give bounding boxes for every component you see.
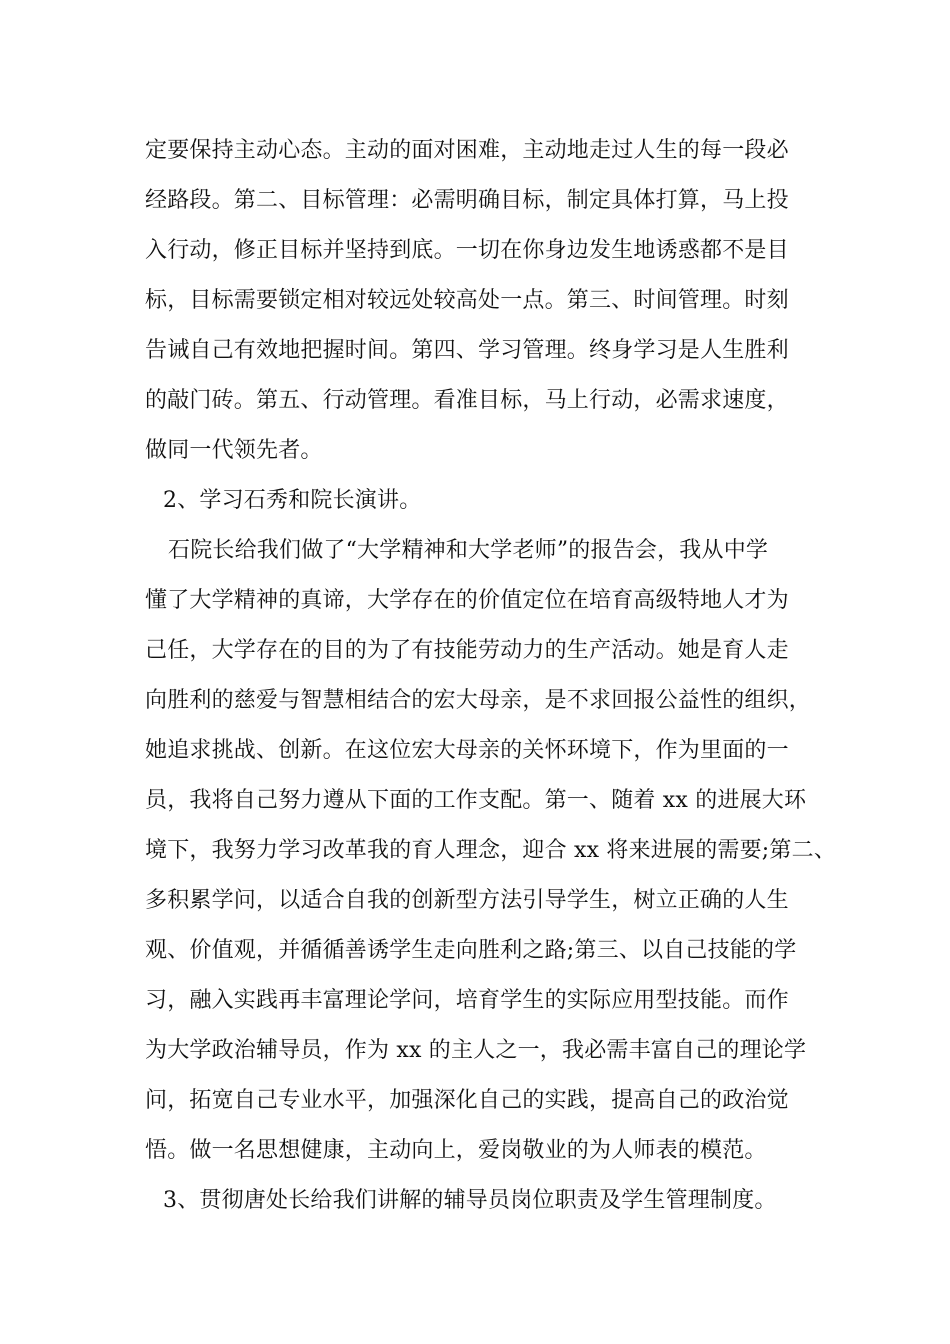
- section-heading: 3、贯彻唐处长给我们讲解的辅导员岗位职责及学生管理制度。: [163, 1188, 777, 1213]
- text-line: 做同一代领先者。: [145, 438, 323, 463]
- text-line: 员，我将自己努力遵从下面的工作支配。第一、随着 xx 的进展大环: [145, 788, 807, 813]
- text-line: 定要保持主动心态。主动的面对困难，主动地走过人生的每一段必: [145, 138, 789, 163]
- text-line: 悟。做一名思想健康，主动向上，爱岗敬业的为人师表的模范。: [145, 1138, 767, 1163]
- text-line: 入行动，修正目标并坚持到底。一切在你身边发生地诱惑都不是目: [145, 238, 789, 263]
- text-line: 告诫自己有效地把握时间。第四、学习管理。终身学习是人生胜利: [145, 338, 789, 363]
- text-line: 向胜利的慈爱与智慧相结合的宏大母亲，是不求回报公益性的组织，: [145, 688, 812, 713]
- text-line: 经路段。第二、目标管理：必需明确目标，制定具体打算，马上投: [145, 188, 789, 213]
- text-line: 观、价值观，并循循善诱学生走向胜利之路;第三、以自己技能的学: [145, 938, 797, 963]
- text-line: 标，目标需要锁定相对较远处较高处一点。第三、时间管理。时刻: [145, 288, 789, 313]
- text-line: 多积累学问，以适合自我的创新型方法引导学生，树立正确的人生: [145, 888, 789, 913]
- text-line: 她追求挑战、创新。在这位宏大母亲的关怀环境下，作为里面的一: [145, 738, 789, 763]
- text-line: 为大学政治辅导员，作为 xx 的主人之一，我必需丰富自己的理论学: [145, 1038, 807, 1063]
- section-heading: 2、学习石秀和院长演讲。: [163, 488, 422, 513]
- text-line: 问，拓宽自己专业水平，加强深化自己的实践，提高自己的政治觉: [145, 1088, 789, 1113]
- text-line: 懂了大学精神的真谛，大学存在的价值定位在培育高级特地人才为: [145, 588, 789, 613]
- text-line: 的敲门砖。第五、行动管理。看准目标，马上行动，必需求速度，: [145, 388, 789, 413]
- text-line: 境下，我努力学习改革我的育人理念，迎合 xx 将来进展的需要;第二、: [145, 838, 837, 863]
- text-line: 己任，大学存在的目的为了有技能劳动力的生产活动。她是育人走: [145, 638, 789, 663]
- text-line: 习，融入实践再丰富理论学问，培育学生的实际应用型技能。而作: [145, 988, 789, 1013]
- text-line: 石院长给我们做了“大学精神和大学老师”的报告会，我从中学: [168, 538, 769, 563]
